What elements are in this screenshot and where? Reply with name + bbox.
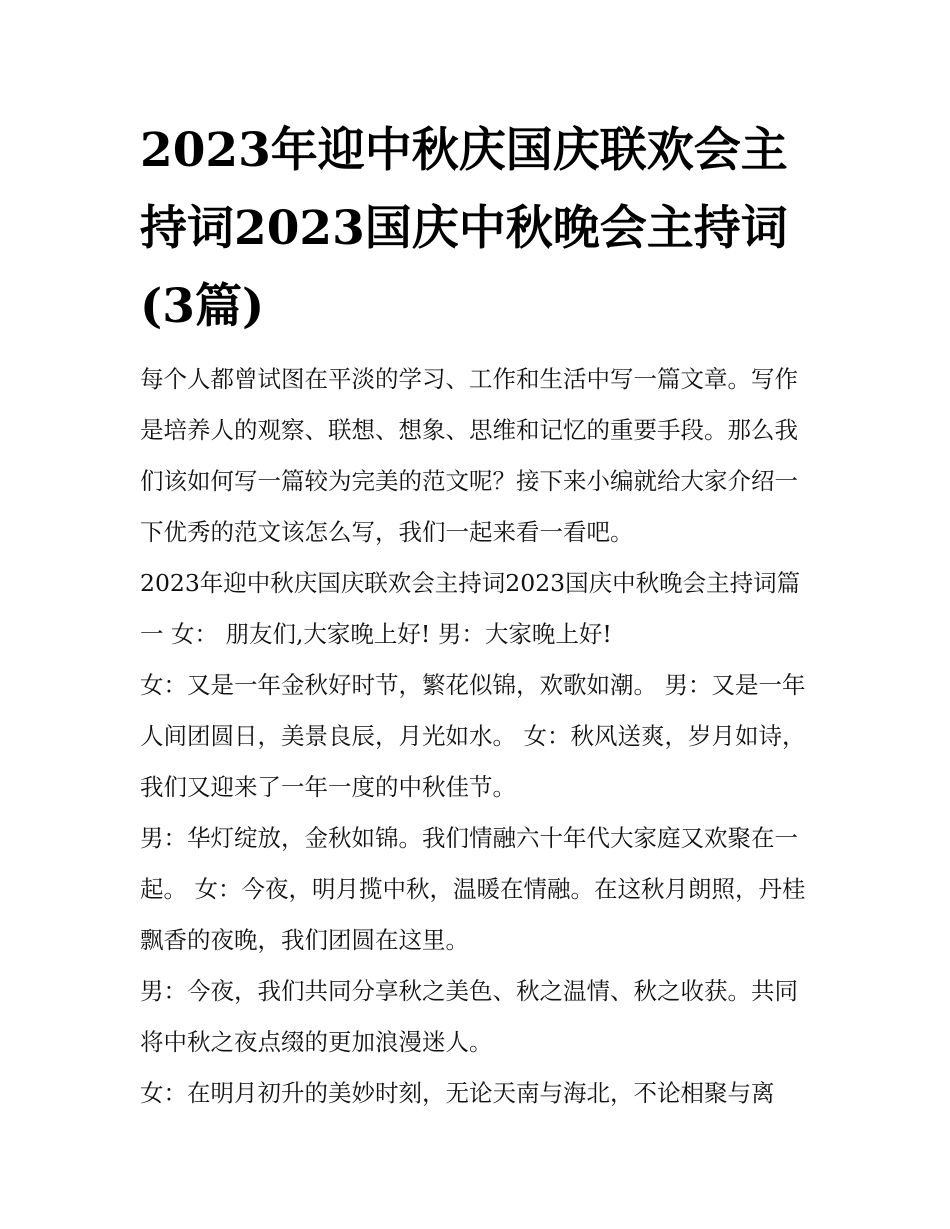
paragraph-dialogue-4: 女：在明月初升的美妙时刻，无论天南与海北，不论相聚与离 (140, 1079, 775, 1107)
paragraph-heading-1: 2023年迎中秋庆国庆联欢会主持词2023国庆中秋晚会主持词篇一 女： 朋友们,大家晚上好! 男：大家晚上好! (140, 569, 801, 648)
paragraph-dialogue-1: 女：又是一年金秋好时节，繁花似锦，欢歌如潮。 男：又是一年人间团圆日，美景良辰，月光如水。 女：秋风送爽，岁月如诗，我们又迎来了一年一度的中秋佳节。 (140, 671, 806, 801)
document-title: 2023年迎中秋庆国庆联欢会主持词2023国庆中秋晚会主持词(3篇) (140, 123, 788, 334)
paragraph-dialogue-3: 男：今夜，我们共同分享秋之美色、秋之温情、秋之收获。共同将中秋之夜点缀的更加浪漫迷人。 (140, 977, 798, 1056)
document-body (140, 354, 820, 1119)
paragraph-intro: 每个人都曾试图在平淡的学习、工作和生活中写一篇文章。写作是培养人的观察、联想、想象、思维和记忆的重要手段。那么我们该如何写一篇较为完美的范文呢？接下来小编就给大家介绍一下优秀的范文该怎么写，我们一起来看一看吧。 (140, 365, 798, 546)
paragraph-dialogue-2: 男：华灯绽放，金秋如锦。我们情融六十年代大家庭又欢聚在一起。 女：今夜，明月揽中秋，温暖在情融。在这秋月朗照，丹桂飘香的夜晚，我们团圆在这里。 (140, 824, 806, 954)
